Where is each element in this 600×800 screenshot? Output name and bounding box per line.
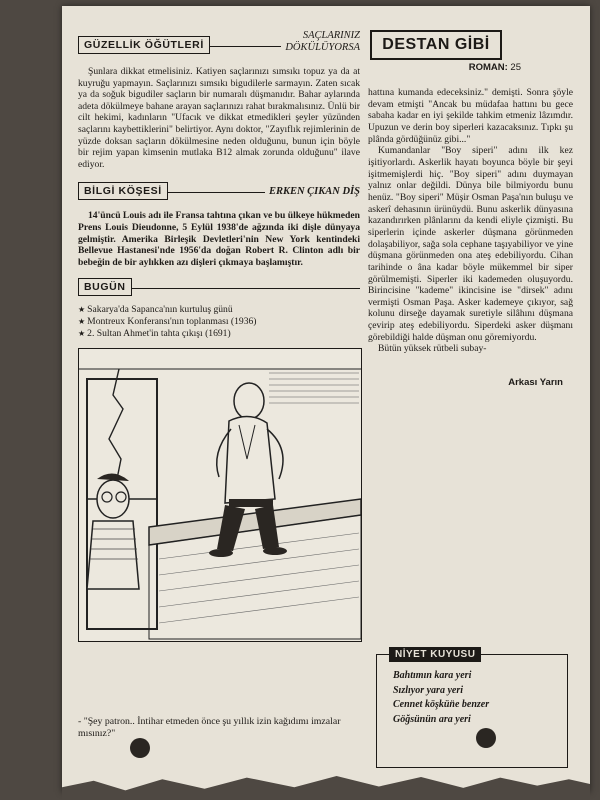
cartoon-drawing [79,349,361,641]
poem-line: Sızlıyor yara yeri [393,684,463,696]
bugun-list [78,304,360,340]
guzellik-body: Şunlara dikkat etmelisiniz. Katiyen saçlarınızı sımsıkı topuz ya da at kuyruğu yapmayın. Saçlarınızı sımsıkı bigudilerle sarmayın. Zaten sıcak ya da soğuk bigudiler saçların bir numaralı düşmanıdır. Bahar aylarında adeta dökülmeye bahane arayan saçlarınızı rahat bırakmalısınız. Ünlü bir cilt hekimi, kadınların "Ufacık ve dikkat etmedikleri şeyler yüzünden saçlarını kaybettiklerini" belirtiyor. Aynı doktor, "Zayıflık rejimlerinin de yüzde doksan saçların dökülmesine neden olduğunu, bunun için böyle bir rejim yapan kimsenin mutlaka B12 almak zorunda olduğunu" ilave ediyor. [78,66,360,170]
cartoon-illustration [78,348,362,642]
poem-line: Göğsünün ara yeri [393,713,471,725]
punch-hole [476,728,496,748]
right-column [368,30,573,388]
destan-title: DESTAN GİBİ [370,30,502,60]
bilgi-header [78,176,360,204]
story-paragraph: hattına kumanda edeceksiniz." demişti. Sonra şöyle devam etmişti "Ancak bu müdafaa hattını bu gece sabaha kadar en iyi şekilde tahkim etmeniz lâzımdır. Upuzun ve derin boy siperleri kazacaksınız. Tıpkı şu plânda gördüğünüz gibi..." [368,87,573,145]
guzellik-headline-line1: SAÇLARINIZ [302,30,360,41]
bugun-item: ★ Sakarya'da Sapanca'nın kurtuluş günü [78,304,360,316]
bugun-header [78,272,360,300]
arkasi-yarin: Arkası Yarın [508,377,563,389]
guzellik-headline [281,30,360,54]
left-column [78,30,360,642]
bilgi-headline: ERKEN ÇIKAN DİŞ [265,186,360,198]
story-paragraph: Kumandanlar "Boy siperi" adını ilk kez işitiyorlardı. Askerlik hayatı boyunca böyle bir şeyi işitmemişlerdi hiç. "Boy siperi" adını duymayan yalnız onlar değildi. Dünya bile bilmiyordu bunu henüz. "Boy siperi" Müşir Osman Paşa'nın buluşu ve askerî dehasının ürünüydü. Bunu askerlik dünyasına kazandırırken plânlarını da kendi eliyle çizmişti. Bu siperlerin içinde askerler düşmana görünmeden dolaşabiliyor, sağa sola cephane taşıyabiliyor ve yine düşmana görünmeden ona ateş edebiliyordu. Cihan tarihinde o âna kadar böyle mükemmel bir siper görülmemişti. Siperler iki kademeden oluşuyordu. Birincisine "kademe" ikincisine ise "dirsek" adını vermişti Osman Paşa. Asker kademeye çıkıyor, sağ kolunu dirseğe dayamak suretiyle silâhını düşmana çevirip ateş edebiliyordu. Siperdeki asker düşmanı görebildiği halde düşman onu göremiyordu. [368,145,573,343]
niyet-box [376,649,568,768]
cartoon-caption: - "Şey patron.. İntihar etmeden önce şu yıllık izin kağıdımı imzalar mısınız?" [78,716,341,739]
bilgi-body: 14'üncü Louis adı ile Fransa tahtına çıkan ve bu ülkeye hükmeden Prens Louis Dieudonne, 5 Eylül 1938'de ağzında iki dişle dünyaya gelmiştir. Amerika Birleşik Devletleri'nin New York kentindeki Bellevue Hastanesi'nde 1956'da doğan Robert R. Clinton adlı bir bebeğin de bir aylıkken azı dişleri çıkmaya başlamıştır. [78,210,360,268]
roman-label: ROMAN: [468,62,508,73]
bugun-item: ★ Montreux Konferansı'nın toplanması (1936) [78,316,360,328]
guzellik-section-title: GÜZELLİK ÖĞÜTLERİ [78,36,210,54]
punch-hole [130,738,150,758]
roman-value: 25 [510,62,521,73]
niyet-section-title: NİYET KUYUSU [389,647,481,662]
destan-story [368,87,573,355]
poem-line: Bahtımın kara yeri [393,670,472,681]
niyet-poem [393,669,489,727]
poem-line: Cennet köşkün̈e benzer [393,699,490,710]
story-paragraph: Bütün yüksek rütbeli subay- [378,343,487,355]
bugun-section-title: BUGÜN [78,278,132,296]
guzellik-header [78,30,360,58]
roman-number [368,62,521,73]
guzellik-headline-line2: DÖKÜLÜYORSA [285,42,360,53]
bugun-item: ★ 2. Sultan Ahmet'in tahta çıkışı (1691) [78,328,360,340]
bilgi-section-title: BİLGİ KÖŞESİ [78,182,168,200]
